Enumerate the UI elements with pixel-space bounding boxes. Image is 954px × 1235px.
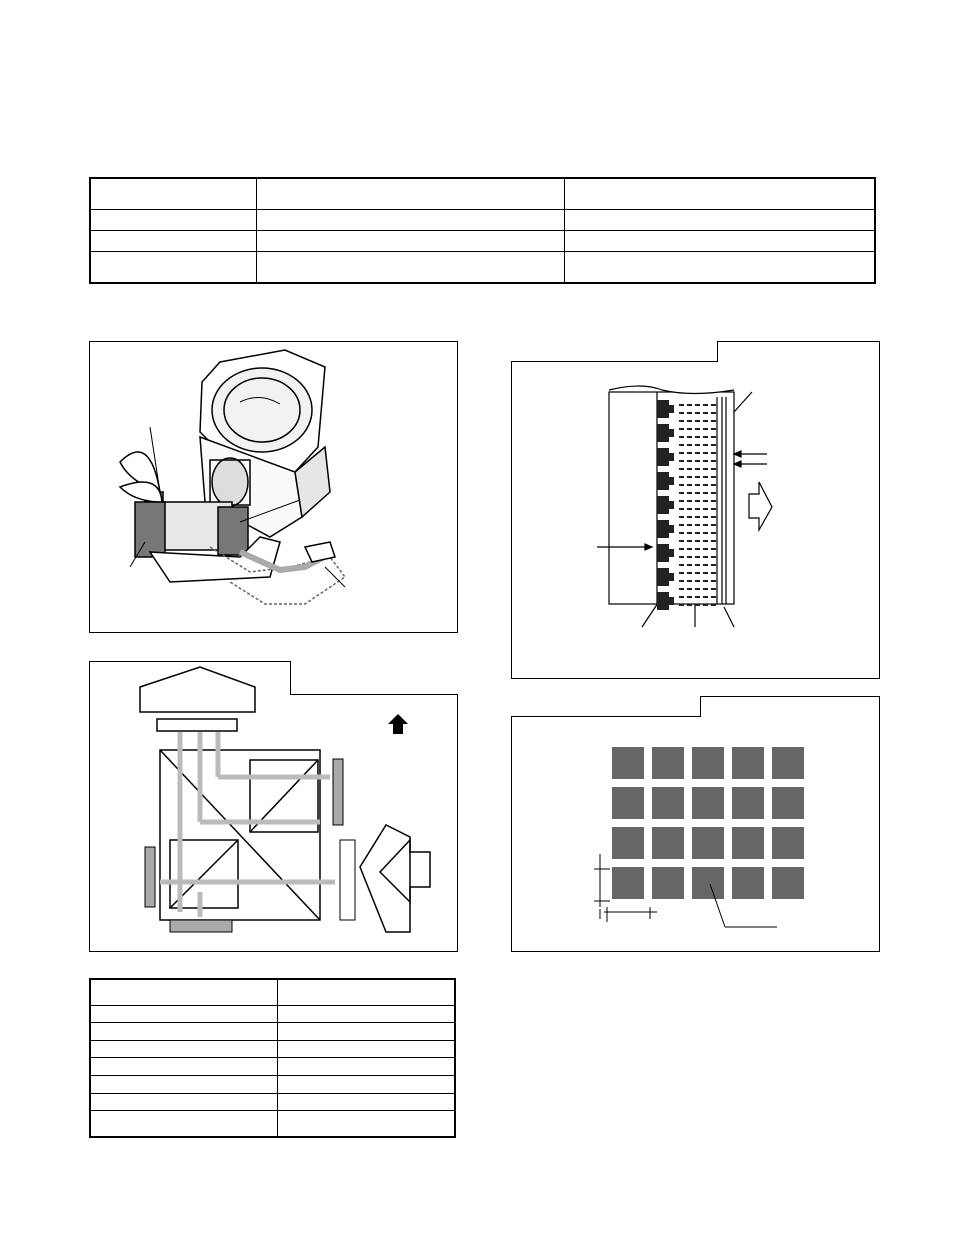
liquid-crystal-dash xyxy=(687,596,692,598)
liquid-crystal-dash xyxy=(703,508,708,510)
liquid-crystal-dash xyxy=(679,508,684,510)
spec-table-bottom-cell xyxy=(278,1005,455,1023)
liquid-crystal-dash xyxy=(679,420,684,422)
liquid-crystal-dash xyxy=(687,524,692,526)
liquid-crystal-dash xyxy=(687,412,692,414)
spec-table-top-cell xyxy=(90,231,257,252)
liquid-crystal-dash xyxy=(703,460,708,462)
liquid-crystal-dash xyxy=(695,564,700,566)
liquid-crystal-dash xyxy=(703,492,708,494)
liquid-crystal-dash xyxy=(679,524,684,526)
liquid-crystal-dash xyxy=(695,572,700,574)
spec-table-top-cell xyxy=(257,178,565,210)
liquid-crystal-dash xyxy=(679,540,684,542)
pixel-cell xyxy=(692,787,724,819)
spec-table-top-cell xyxy=(565,252,875,284)
lcd-cross-section-figure xyxy=(511,341,880,679)
liquid-crystal-dash xyxy=(695,500,700,502)
liquid-crystal-dash xyxy=(695,540,700,542)
spec-table-bottom-row xyxy=(90,1023,455,1041)
liquid-crystal-dash xyxy=(711,588,716,590)
spec-table-bottom-row xyxy=(90,1005,455,1023)
spec-table-top-row xyxy=(90,252,875,284)
liquid-crystal-dash xyxy=(703,484,708,486)
liquid-crystal-dash xyxy=(711,420,716,422)
liquid-crystal-dash xyxy=(695,468,700,470)
liquid-crystal-dash xyxy=(711,572,716,574)
liquid-crystal-dash xyxy=(711,444,716,446)
liquid-crystal-dash xyxy=(711,476,716,478)
liquid-crystal-dash xyxy=(711,500,716,502)
liquid-crystal-dash xyxy=(687,468,692,470)
liquid-crystal-dash xyxy=(711,548,716,550)
liquid-crystal-dash xyxy=(687,460,692,462)
spec-table-top-cell xyxy=(257,231,565,252)
liquid-crystal-dash xyxy=(679,436,684,438)
liquid-crystal-dash xyxy=(687,508,692,510)
liquid-crystal-dash xyxy=(687,572,692,574)
liquid-crystal-dash xyxy=(711,516,716,518)
liquid-crystal-dash xyxy=(679,556,684,558)
liquid-crystal-dash xyxy=(679,452,684,454)
spec-table-bottom-cell xyxy=(278,1111,455,1137)
liquid-crystal-dash xyxy=(679,532,684,534)
light-path-figure xyxy=(89,661,458,952)
liquid-crystal-dash xyxy=(687,476,692,478)
liquid-crystal-dash xyxy=(679,404,684,406)
liquid-crystal-dash xyxy=(679,484,684,486)
liquid-crystal-dash xyxy=(695,420,700,422)
liquid-crystal-dash xyxy=(711,580,716,582)
liquid-crystal-dash xyxy=(679,604,684,606)
liquid-crystal-dash xyxy=(687,604,692,606)
liquid-crystal-dash xyxy=(687,492,692,494)
liquid-crystal-dash xyxy=(695,404,700,406)
spec-table-top-row xyxy=(90,210,875,231)
liquid-crystal-dash xyxy=(679,468,684,470)
spec-table-top-cell xyxy=(565,231,875,252)
liquid-crystal-dash xyxy=(679,412,684,414)
spec-table-bottom-cell xyxy=(278,1076,455,1094)
liquid-crystal-dash xyxy=(711,428,716,430)
liquid-crystal-dash xyxy=(703,412,708,414)
spec-table-bottom-cell xyxy=(90,1111,278,1137)
liquid-crystal-dash xyxy=(703,516,708,518)
liquid-crystal-dash xyxy=(695,532,700,534)
liquid-crystal-dash xyxy=(687,580,692,582)
spec-table-bottom-row xyxy=(90,1076,455,1094)
liquid-crystal-dash xyxy=(695,452,700,454)
liquid-crystal-dash xyxy=(703,604,708,606)
liquid-crystal-dash xyxy=(695,516,700,518)
pixel-cell xyxy=(692,867,724,899)
pixel-cell xyxy=(732,787,764,819)
pixel-cell xyxy=(612,827,644,859)
liquid-crystal-dash xyxy=(703,532,708,534)
liquid-crystal-dash xyxy=(687,484,692,486)
liquid-crystal-dash xyxy=(687,420,692,422)
liquid-crystal-dash xyxy=(687,532,692,534)
liquid-crystal-dash xyxy=(703,564,708,566)
liquid-crystal-dash xyxy=(679,596,684,598)
liquid-crystal-dash xyxy=(703,476,708,478)
pixel-cell xyxy=(772,827,804,859)
spec-table-bottom xyxy=(89,978,456,1138)
liquid-crystal-dash xyxy=(687,588,692,590)
liquid-crystal-dash xyxy=(695,460,700,462)
liquid-crystal-dash xyxy=(695,484,700,486)
pixel-cell xyxy=(652,747,684,779)
pixel-cell xyxy=(612,867,644,899)
liquid-crystal-dash xyxy=(695,492,700,494)
liquid-crystal-dash xyxy=(711,468,716,470)
liquid-crystal-dash xyxy=(687,428,692,430)
pixel-cell xyxy=(612,787,644,819)
liquid-crystal-dash xyxy=(703,572,708,574)
pixel-cell xyxy=(772,787,804,819)
spec-table-top-cell xyxy=(565,178,875,210)
liquid-crystal-dash xyxy=(687,404,692,406)
liquid-crystal-dash xyxy=(703,524,708,526)
pixel-cell xyxy=(732,747,764,779)
spec-table-bottom-row xyxy=(90,1111,455,1137)
liquid-crystal-dash xyxy=(687,548,692,550)
liquid-crystal-dash xyxy=(711,596,716,598)
liquid-crystal-dash xyxy=(703,588,708,590)
liquid-crystal-dash xyxy=(703,468,708,470)
spec-table-top-row xyxy=(90,231,875,252)
liquid-crystal-dash xyxy=(695,588,700,590)
liquid-crystal-dash xyxy=(711,412,716,414)
spec-table-bottom-cell xyxy=(90,1093,278,1111)
liquid-crystal-dash xyxy=(679,572,684,574)
spec-table-bottom-cell xyxy=(90,1040,278,1058)
spec-table-bottom-cell xyxy=(90,979,278,1005)
liquid-crystal-dash xyxy=(703,420,708,422)
pixel-cell xyxy=(692,747,724,779)
pixel-cell xyxy=(732,867,764,899)
liquid-crystal-dash xyxy=(679,460,684,462)
liquid-crystal-dash xyxy=(711,404,716,406)
pixel-cell xyxy=(652,867,684,899)
liquid-crystal-dash xyxy=(695,508,700,510)
liquid-crystal-dash xyxy=(695,428,700,430)
spec-table-bottom-cell xyxy=(278,1093,455,1111)
liquid-crystal-dash xyxy=(703,596,708,598)
spec-table-top-row xyxy=(90,178,875,210)
liquid-crystal-dash xyxy=(695,412,700,414)
spec-table-bottom-row xyxy=(90,1040,455,1058)
liquid-crystal-dash xyxy=(695,436,700,438)
liquid-crystal-dash xyxy=(703,428,708,430)
liquid-crystal-dash xyxy=(695,556,700,558)
liquid-crystal-dash xyxy=(703,444,708,446)
liquid-crystal-dash xyxy=(703,452,708,454)
liquid-crystal-dash xyxy=(703,580,708,582)
liquid-crystal-dash xyxy=(687,556,692,558)
liquid-crystal-dash xyxy=(695,596,700,598)
liquid-crystal-dash xyxy=(703,404,708,406)
spec-table-bottom-cell xyxy=(90,1058,278,1076)
liquid-crystal-dash xyxy=(679,444,684,446)
spec-table-top-cell xyxy=(565,210,875,231)
liquid-crystal-dash xyxy=(679,548,684,550)
liquid-crystal-dash xyxy=(711,452,716,454)
liquid-crystal-dash xyxy=(695,524,700,526)
liquid-crystal-dash xyxy=(687,452,692,454)
liquid-crystal-dash xyxy=(711,556,716,558)
liquid-crystal-dash xyxy=(711,460,716,462)
liquid-crystal-dash xyxy=(703,500,708,502)
spec-table-bottom-row xyxy=(90,1058,455,1076)
liquid-crystal-dash xyxy=(711,508,716,510)
spec-table-top-cell xyxy=(257,210,565,231)
spec-table-top-cell xyxy=(90,210,257,231)
liquid-crystal-dash xyxy=(711,564,716,566)
liquid-crystal-dash xyxy=(703,540,708,542)
pixel-cell xyxy=(772,747,804,779)
liquid-crystal-dash xyxy=(703,548,708,550)
liquid-crystal-dash xyxy=(679,588,684,590)
liquid-crystal-dash xyxy=(679,580,684,582)
liquid-crystal-dash xyxy=(687,444,692,446)
spec-table-bottom-row xyxy=(90,979,455,1005)
liquid-crystal-dash xyxy=(711,436,716,438)
liquid-crystal-dash xyxy=(711,524,716,526)
spec-table-bottom-cell xyxy=(278,979,455,1005)
light-path-drawing xyxy=(90,662,457,951)
spec-table-bottom-cell xyxy=(90,1005,278,1023)
spec-table-bottom-cell xyxy=(90,1023,278,1041)
liquid-crystal-dash xyxy=(711,484,716,486)
liquid-crystal-dash xyxy=(711,532,716,534)
liquid-crystal-dash xyxy=(695,580,700,582)
liquid-crystal-dash xyxy=(687,436,692,438)
liquid-crystal-dash xyxy=(679,500,684,502)
liquid-crystal-dash xyxy=(703,556,708,558)
liquid-crystal-dash xyxy=(679,564,684,566)
pixel-cell xyxy=(692,827,724,859)
spec-table-bottom-cell xyxy=(90,1076,278,1094)
liquid-crystal-dash xyxy=(679,492,684,494)
pixel-cell xyxy=(652,827,684,859)
liquid-crystal-dash xyxy=(695,604,700,606)
pixel-cell xyxy=(652,787,684,819)
spec-table-bottom-cell xyxy=(278,1040,455,1058)
liquid-crystal-dash xyxy=(679,476,684,478)
optical-engine-drawing xyxy=(90,342,457,632)
pixel-cell xyxy=(732,827,764,859)
spec-table-top xyxy=(89,177,876,284)
liquid-crystal-dash xyxy=(711,540,716,542)
spec-table-bottom-row xyxy=(90,1093,455,1111)
pixel-grid-drawing xyxy=(512,697,879,951)
liquid-crystal-dash xyxy=(687,564,692,566)
liquid-crystal-dash xyxy=(679,516,684,518)
liquid-crystal-dash xyxy=(687,540,692,542)
spec-table-bottom-cell xyxy=(278,1058,455,1076)
liquid-crystal-dash xyxy=(695,548,700,550)
liquid-crystal-dash xyxy=(695,476,700,478)
spec-table-bottom-cell xyxy=(278,1023,455,1041)
liquid-crystal-dash xyxy=(695,444,700,446)
liquid-crystal-dash xyxy=(687,516,692,518)
liquid-crystal-dash xyxy=(687,500,692,502)
optical-engine-figure xyxy=(89,341,458,633)
spec-table-top-cell xyxy=(257,252,565,284)
pixel-cell xyxy=(612,747,644,779)
spec-table-top-cell xyxy=(90,252,257,284)
pixel-cell xyxy=(772,867,804,899)
liquid-crystal-dash xyxy=(711,604,716,606)
pixel-grid-figure xyxy=(511,696,880,952)
liquid-crystal-dash xyxy=(679,428,684,430)
lcd-cross-section-drawing xyxy=(512,342,879,678)
liquid-crystal-dash xyxy=(711,492,716,494)
liquid-crystal-dash xyxy=(703,436,708,438)
spec-table-top-cell xyxy=(90,178,257,210)
